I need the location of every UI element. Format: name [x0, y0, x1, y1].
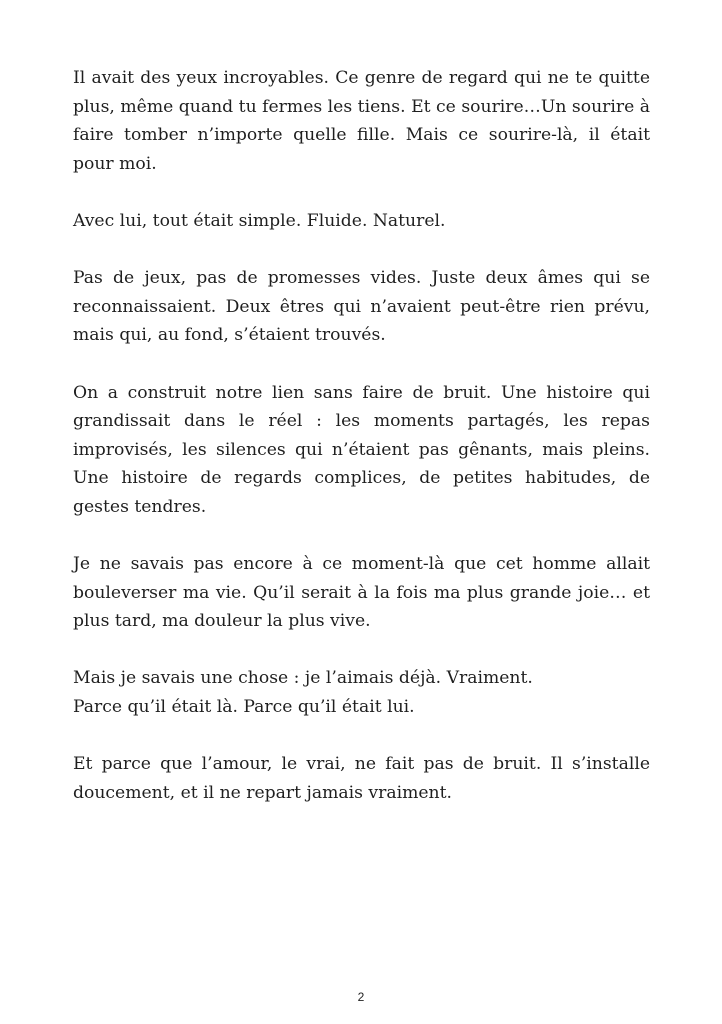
paragraph-2: Avec lui, tout était simple. Fluide. Naturel. — [73, 210, 446, 231]
paragraph-8: Et parce que l’amour, le vrai, ne fait pas de bruit. Il s’installe doucement, et il ne repart jamais vraiment. — [73, 754, 650, 803]
paragraph-7: Parce qu’il était là. Parce qu’il était lui. — [73, 697, 415, 718]
paragraph-5: Je ne savais pas encore à ce moment-là que cet homme allait bouleverser ma vie. Qu’il serait à la fois ma plus grande joie… et plus tard, ma douleur la plus vive. — [73, 554, 650, 632]
paragraph-4: On a construit notre lien sans faire de bruit. Une histoire qui grandissait dans le réel : les moments partagés, les repas improvisés, les silences qui n’étaient pas gênants, mais pleins. Une histoire de regards complices, de petites habitudes, de gestes tendres. — [73, 382, 650, 517]
paragraph-1: Il avait des yeux incroyables. Ce genre de regard qui ne te quitte plus, même quand tu fermes les tiens. Et ce sourire…Un sourire à faire tomber n’importe quelle fille. Mais ce sourire-là, il était pour moi. — [73, 68, 650, 174]
page-number: 2 — [357, 990, 365, 1004]
paragraph-6: Mais je savais une chose : je l’aimais déjà. Vraiment. — [73, 668, 533, 689]
body-text — [73, 64, 650, 836]
paragraph-3: Pas de jeux, pas de promesses vides. Juste deux âmes qui se reconnaissaient. Deux êtres qui n’avaient peut-être rien prévu, mais qui, au fond, s’étaient trouvés. — [73, 268, 650, 346]
